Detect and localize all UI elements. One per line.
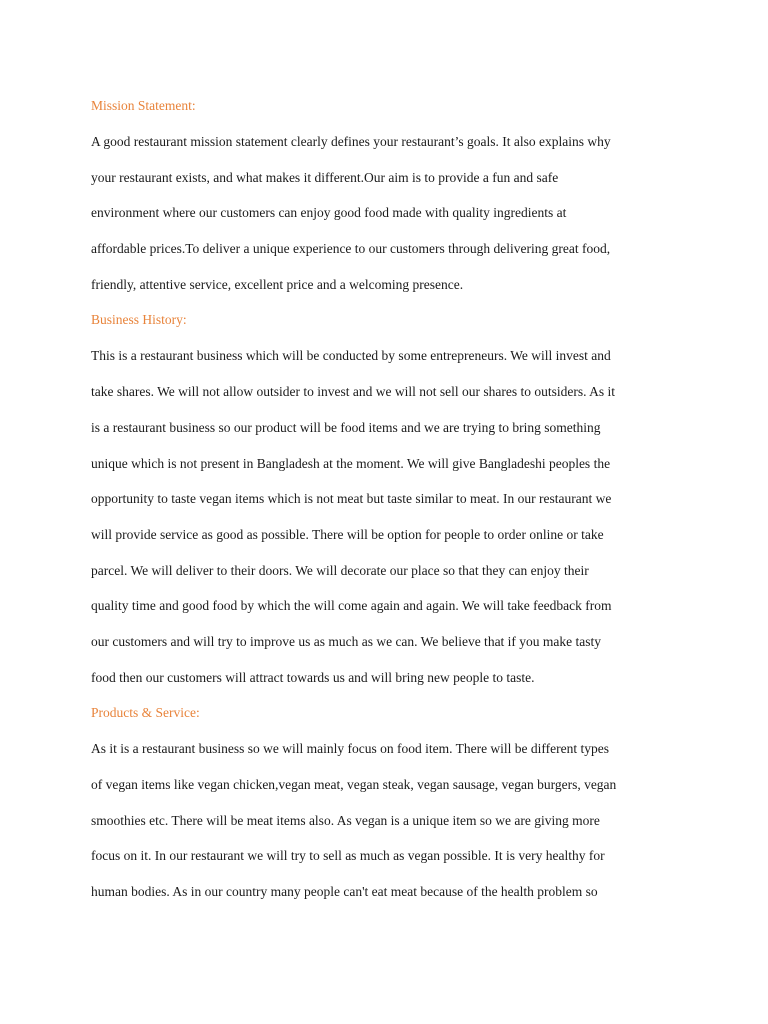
paragraph-line: your restaurant exists, and what makes it different.Our aim is to provide a fun and safe xyxy=(91,169,559,185)
paragraph-line: unique which is not present in Bangladesh at the moment. We will give Bangladeshi peoples the xyxy=(91,455,611,471)
section-heading-products-service: Products & Service: xyxy=(91,705,200,721)
paragraph-line: focus on it. In our restaurant we will try to sell as much as vegan possible. It is very healthy for xyxy=(91,848,605,864)
paragraph-line: smoothies etc. There will be meat items also. As vegan is a unique item so we are giving more xyxy=(91,812,600,828)
products-service-section xyxy=(91,695,691,909)
paragraph-line: is a restaurant business so our product will be food items and we are trying to bring something xyxy=(91,419,601,435)
paragraph-line: our customers and will try to improve us as much as we can. We believe that if you make tasty xyxy=(91,633,602,649)
business-history-section xyxy=(91,302,691,695)
paragraph-line: A good restaurant mission statement clearly defines your restaurant’s goals. It also explains why xyxy=(91,134,611,149)
paragraph-line: will provide service as good as possible. There will be option for people to order online or take xyxy=(91,526,604,542)
paragraph-line: take shares. We will not allow outsider to invest and we will not sell our shares to outsiders. As it xyxy=(91,384,615,400)
paragraph-line: human bodies. As in our country many people can't eat meat because of the health problem so xyxy=(91,884,598,900)
paragraph-line: This is a restaurant business which will be conducted by some entrepreneurs. We will invest and xyxy=(91,348,611,364)
paragraph-line: environment where our customers can enjoy good food made with quality ingredients at xyxy=(91,205,567,221)
section-heading-mission-statement: Mission Statement: xyxy=(91,98,196,113)
paragraph-line: of vegan items like vegan chicken,vegan meat, vegan steak, vegan sausage, vegan burgers, vegan xyxy=(91,777,617,792)
section-heading-business-history: Business History: xyxy=(91,312,187,328)
paragraph-line: food then our customers will attract towards us and will bring new people to taste. xyxy=(91,669,535,685)
paragraph-line: As it is a restaurant business so we will mainly focus on food item. There will be different types xyxy=(91,741,610,757)
paragraph-line: quality time and good food by which the will come again and again. We will take feedback from xyxy=(91,598,612,614)
paragraph-line: parcel. We will deliver to their doors. We will decorate our place so that they can enjoy their xyxy=(91,562,589,578)
mission-statement-section xyxy=(91,88,691,302)
document-page xyxy=(91,88,691,910)
paragraph-line: opportunity to taste vegan items which is not meat but taste similar to meat. In our restaurant we xyxy=(91,491,612,507)
paragraph-line: friendly, attentive service, excellent price and a welcoming presence. xyxy=(91,276,464,292)
paragraph-line: affordable prices.To deliver a unique experience to our customers through delivering great food, xyxy=(91,241,611,257)
